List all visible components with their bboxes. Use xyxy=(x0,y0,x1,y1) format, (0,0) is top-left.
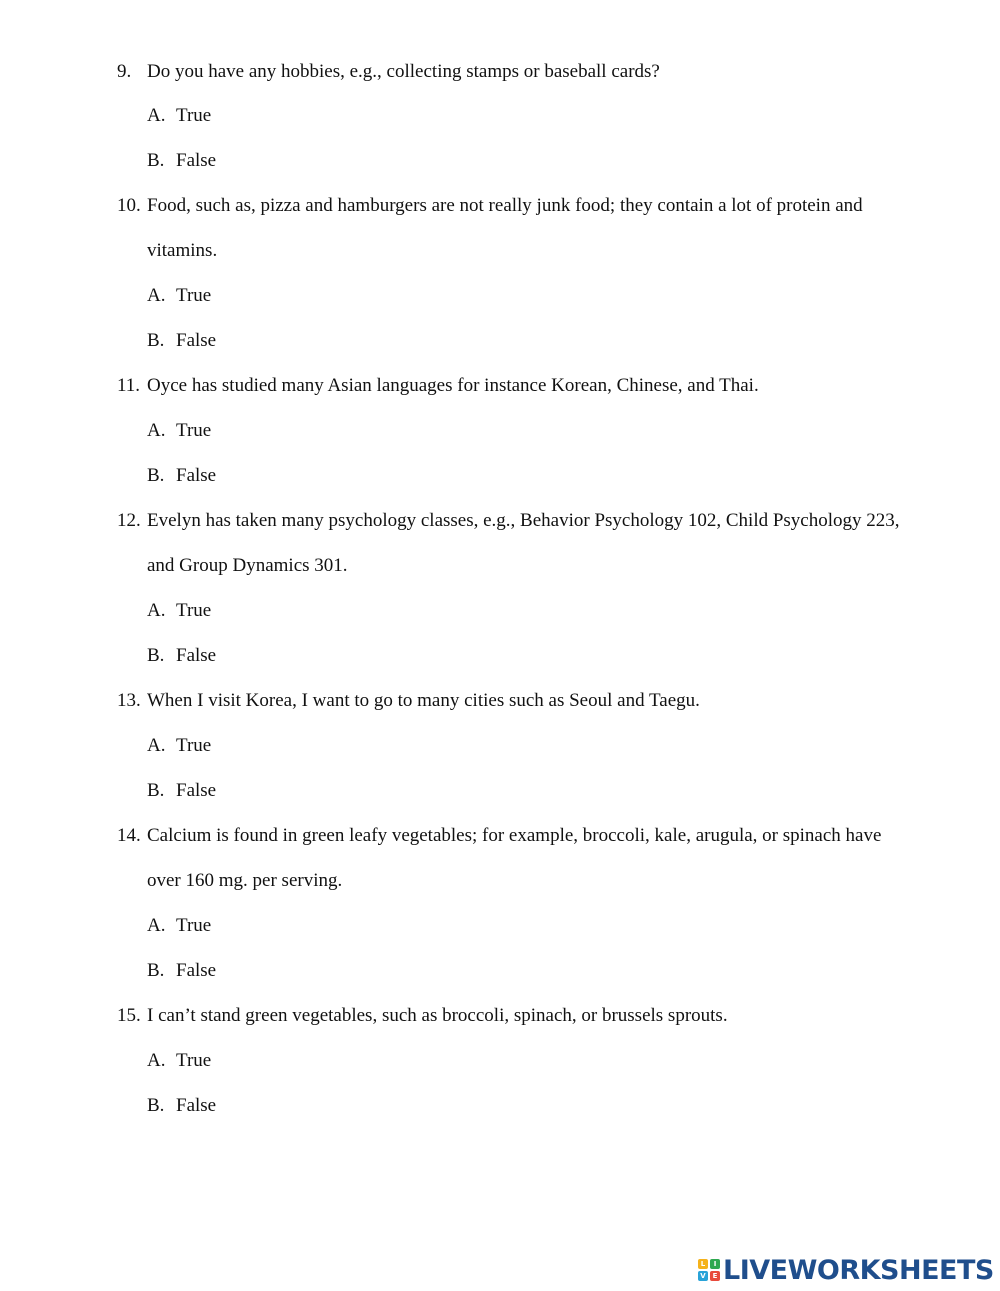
option-letter: B. xyxy=(147,780,165,801)
option-text: True xyxy=(176,735,212,756)
option-letter: B. xyxy=(147,330,165,351)
option-text: True xyxy=(176,420,212,441)
logo-wordmark: LIVEWORKSHEETS xyxy=(723,1254,994,1286)
question-number: 10. xyxy=(117,195,141,216)
option-letter: A. xyxy=(147,105,166,126)
question-text-continued: vitamins. xyxy=(147,240,218,261)
option-letter: B. xyxy=(147,960,165,981)
option-letter: A. xyxy=(147,420,166,441)
question-text-continued: over 160 mg. per serving. xyxy=(147,870,343,891)
question-number: 14. xyxy=(117,825,141,846)
option-letter: A. xyxy=(147,600,166,621)
question-number: 15. xyxy=(117,1005,141,1026)
option-text: True xyxy=(176,600,212,621)
option-text: True xyxy=(176,105,212,126)
question-text: Evelyn has taken many psychology classes, e.g., Behavior Psychology 102, Child Psychology 223, xyxy=(147,510,900,531)
question-text: Food, such as, pizza and hamburgers are not really junk food; they contain a lot of protein and xyxy=(147,195,863,216)
option-letter: B. xyxy=(147,150,165,171)
logo-block-e: E xyxy=(710,1271,720,1281)
question-number: 9. xyxy=(117,61,132,82)
option-text: False xyxy=(176,465,217,486)
question-number: 11. xyxy=(117,375,141,396)
option-letter: B. xyxy=(147,645,165,666)
liveworksheets-logo xyxy=(698,1255,994,1285)
logo-blocks-icon xyxy=(698,1259,720,1281)
option-text: False xyxy=(176,1095,217,1116)
logo-block-i: I xyxy=(710,1259,720,1269)
option-text: True xyxy=(176,285,212,306)
question-number: 12. xyxy=(117,510,141,531)
option-letter: A. xyxy=(147,735,166,756)
option-text: False xyxy=(176,780,217,801)
question-text: Do you have any hobbies, e.g., collecting stamps or baseball cards? xyxy=(147,61,660,82)
question-text: I can’t stand green vegetables, such as broccoli, spinach, or brussels sprouts. xyxy=(147,1005,728,1026)
option-letter: A. xyxy=(147,1050,166,1071)
question-text: Oyce has studied many Asian languages for instance Korean, Chinese, and Thai. xyxy=(147,375,759,396)
option-letter: B. xyxy=(147,465,165,486)
option-letter: A. xyxy=(147,285,166,306)
option-text: True xyxy=(176,915,212,936)
logo-block-l: L xyxy=(698,1259,708,1269)
question-number: 13. xyxy=(117,690,141,711)
option-text: False xyxy=(176,645,217,666)
option-text: False xyxy=(176,330,217,351)
question-text: Calcium is found in green leafy vegetables; for example, broccoli, kale, arugula, or spinach have xyxy=(147,825,882,846)
option-letter: A. xyxy=(147,915,166,936)
question-text: When I visit Korea, I want to go to many cities such as Seoul and Taegu. xyxy=(147,690,700,711)
option-letter: B. xyxy=(147,1095,165,1116)
option-text: True xyxy=(176,1050,212,1071)
logo-block-v: V xyxy=(698,1271,708,1281)
option-text: False xyxy=(176,960,217,981)
option-text: False xyxy=(176,150,217,171)
question-text-continued: and Group Dynamics 301. xyxy=(147,555,348,576)
